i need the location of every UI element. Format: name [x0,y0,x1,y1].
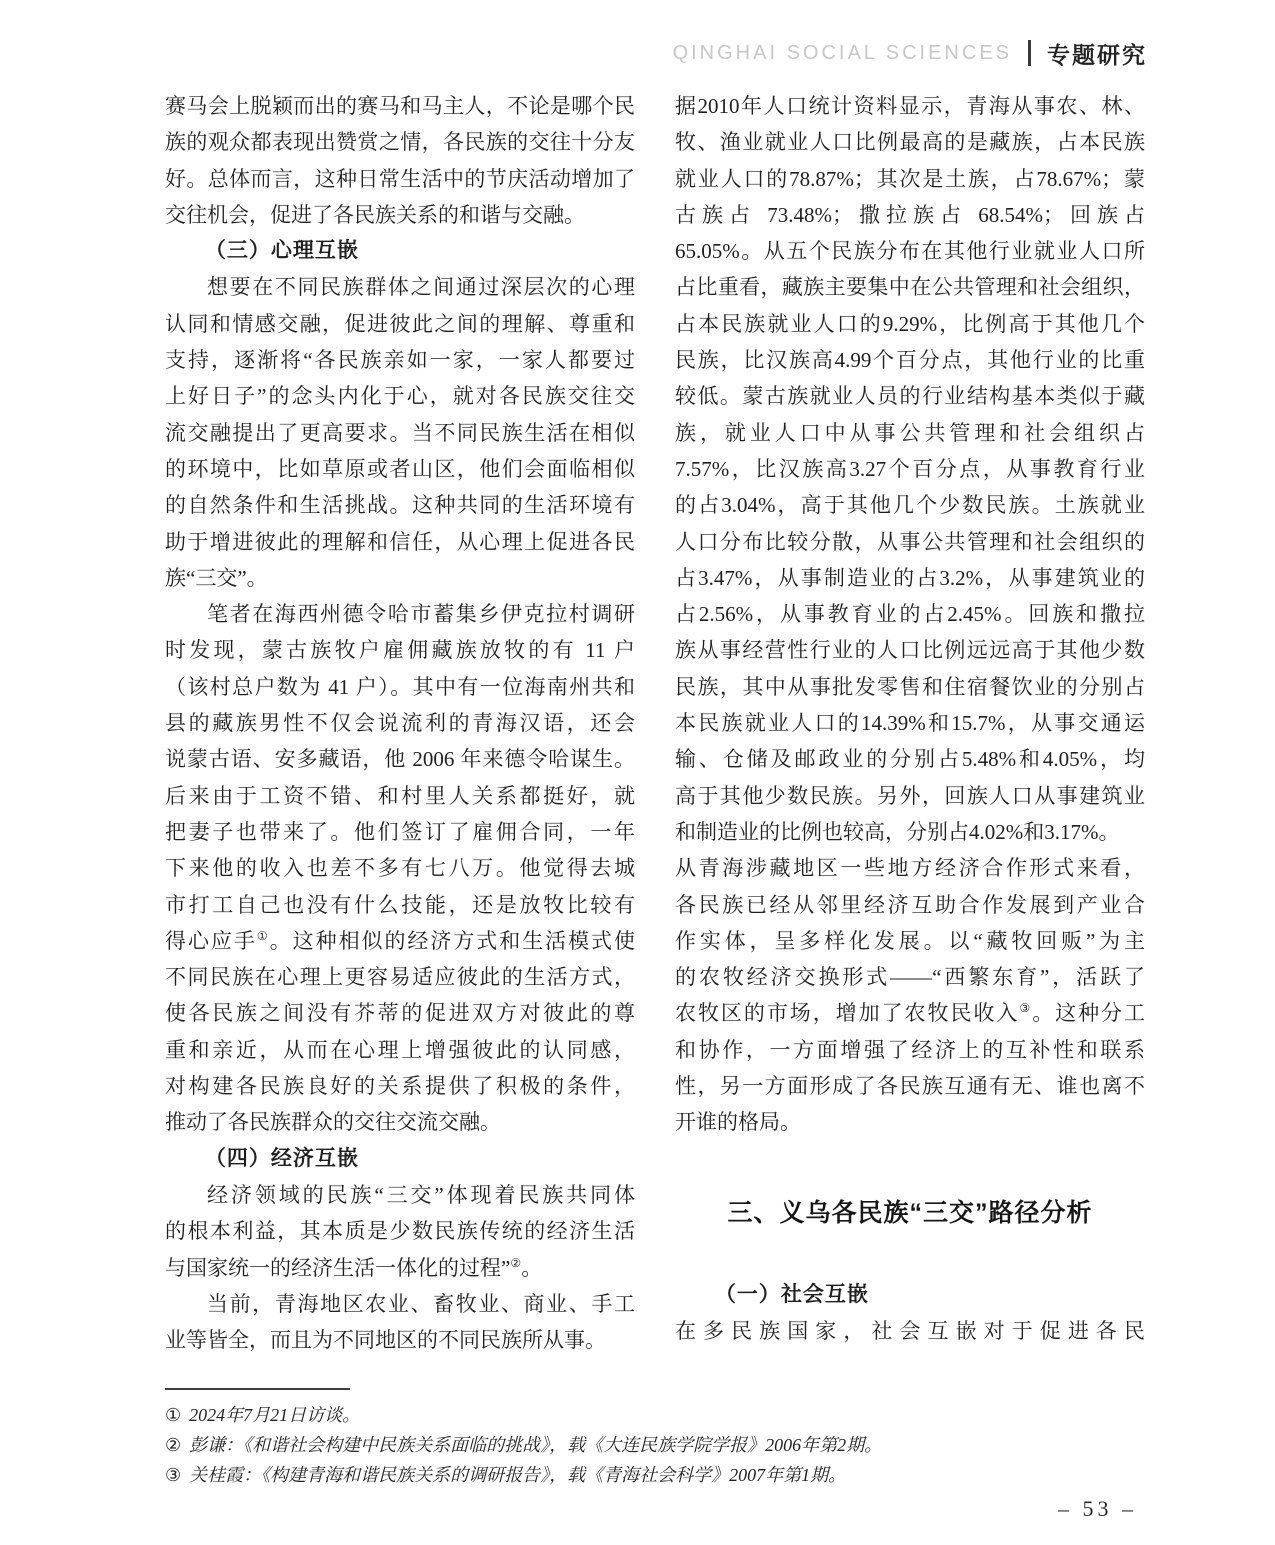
section-heading: 三、义乌各民族“三交”路径分析 [727,1198,1093,1227]
footnote-item: ③ 关桂霞：《构建青海和谐民族关系的调研报告》，载《青海社会科学》2007年第1期。 [165,1465,847,1485]
text-line: 本民族就业人口的14.39%和15.7%，从事交通运 [675,711,1145,736]
text-line: 与国家统一的经济生活一体化的过程”②。 [165,1255,543,1280]
footnote-reference: ① [256,928,270,943]
text-line: 各民族已经从邻里经济互助合作发展到产业合 [675,892,1145,917]
text-line: 交往机会，促进了各民族关系的和谐与交融。 [165,202,585,227]
text-line: 笔者在海西州德令哈市蓄集乡伊克拉村调研 [207,602,635,627]
footnote-marker: ② [165,1435,182,1455]
text-line: 市打工自己也没有什么技能，还是放牧比较有 [165,892,635,917]
header-divider-bar [1028,40,1031,66]
text-line: 人口分布比较分散，从事公共管理和社会组织的 [675,529,1145,554]
text-line: 的占3.04%，高于其他几个少数民族。土族就业 [675,493,1145,518]
text-line: 性，另一方面形成了各民族互通有无、谁也离不 [675,1074,1145,1099]
left-column [165,88,635,1358]
text-line: 支持，逐渐将“各民族亲如一家，一家人都要过 [165,348,635,373]
footnote-marker: ③ [165,1465,182,1485]
page-number: – 53 – [1058,1496,1137,1521]
article-body [165,88,1145,1358]
text-line: 7.57%，比汉族高3.27个百分点，从事教育行业 [675,456,1145,481]
footnote-item: ② 彭谦：《和谐社会构建中民族关系面临的挑战》，载《大连民族学院学报》2006年第2期。 [165,1435,883,1455]
text-line: 县的藏族男性不仅会说流利的青海汉语，还会 [165,711,635,736]
text-line: 65.05%。从五个民族分布在其他行业就业人口所 [675,239,1145,264]
footnote-item: ① 2024年7月21日访谈。 [165,1405,361,1425]
text-line: 据2010年人口统计资料显示，青海从事农、林、 [675,94,1145,118]
text-line: 后来由于工资不错、和村里人关系都挺好，就 [165,783,635,808]
subsection-heading: （四）经济互嵌 [204,1146,359,1170]
text-line: 占3.47%，从事制造业的占3.2%，从事建筑业的 [675,565,1145,590]
text-line: 说蒙古语、安多藏语，他 2006 年来德令哈谋生。 [165,747,635,772]
text-line: 在多民族国家，社会互嵌对于促进各民 [675,1318,1145,1343]
text-line: 输、仓储及邮政业的分别占5.48%和4.05%，均 [675,747,1145,772]
text-line: 古族占 73.48%；撒拉族占 68.54%；回族占 [675,202,1145,227]
text-line: 认同和情感交融，促进彼此之间的理解、尊重和 [165,311,635,336]
text-line: 占比重看，藏族主要集中在公共管理和社会组织， [675,275,1145,300]
text-line: 好。总体而言，这种日常生活中的节庆活动增加了 [165,166,635,191]
page-header [673,38,1147,68]
footnote-reference: ② [510,1255,522,1270]
subsection-heading: （一）社会互嵌 [714,1282,869,1306]
text-line: 对构建各民族良好的关系提供了积极的条件， [165,1074,635,1099]
subsection-heading: （三）心理互嵌 [204,239,359,263]
footnote-reference: ③ [1019,1001,1033,1016]
text-line: 牧、渔业就业人口比例最高的是藏族，占本民族 [675,130,1145,155]
text-line: 较低。蒙古族就业人员的行业结构基本类似于藏 [675,384,1145,409]
text-line: 赛马会上脱颖而出的赛马和马主人，不论是哪个民 [165,94,635,118]
text-line: 族“三交”。 [165,565,268,590]
journal-name-english: QINGHAI SOCIAL SCIENCES [672,41,1012,64]
text-line: （该村总户数为 41 户）。其中有一位海南州共和 [165,674,635,699]
text-line: 使各民族之间没有芥蒂的促进双方对彼此的尊 [165,1001,635,1026]
header-section-label: 专题研究 [1047,41,1147,68]
text-line: 推动了各民族群众的交往交流交融。 [165,1110,501,1135]
text-line: 族，就业人口中从事公共管理和社会组织占 [675,420,1145,445]
text-line: 和制造业的比例也较高，分别占4.02%和3.17%。 [675,819,1120,844]
text-line: 助于增进彼此的理解和信任，从心理上促进各民 [165,529,635,554]
text-line: 族从事经营性行业的人口比例远远高于其他少数 [675,638,1145,663]
text-line: 业等皆全，而且为不同地区的不同民族所从事。 [165,1328,606,1353]
text-line: 开谁的格局。 [675,1110,801,1135]
text-line: 把妻子也带来了。他们签订了雇佣合同，一年 [165,819,635,844]
text-line: 的根本利益，其本质是少数民族传统的经济生活 [165,1219,635,1244]
text-line: 占2.56%，从事教育业的占2.45%。回族和撒拉 [675,602,1145,627]
text-line: 重和亲近，从而在心理上增强彼此的认同感， [165,1037,635,1062]
text-line: 当前，青海地区农业、畜牧业、商业、手工 [207,1291,635,1316]
footnote-divider [165,1388,350,1390]
text-line: 不同民族在心理上更容易适应彼此的生活方式， [165,965,635,990]
text-line: 流交融提出了更高要求。当不同民族生活在相似 [165,420,635,445]
text-line: 民族，比汉族高4.99个百分点，其他行业的比重 [675,348,1145,373]
text-line: 的环境中，比如草原或者山区，他们会面临相似 [165,456,635,481]
text-line: 族的观众都表现出赞赏之情，各民族的交往十分友 [165,130,635,155]
text-line: 的农牧经济交换形式——“西繁东育”，活跃了 [675,965,1145,990]
text-line: 经济领域的民族“三交”体现着民族共同体 [207,1182,635,1207]
text-line: 得心应手①。这种相似的经济方式和生活模式使 [165,928,635,953]
footnotes-block [165,1400,1155,1490]
text-line: 占本民族就业人口的9.29%，比例高于其他几个 [675,311,1145,336]
text-line: 想要在不同民族群体之间通过深层次的心理 [207,275,635,300]
text-line: 从青海涉藏地区一些地方经济合作形式来看， [675,856,1145,881]
text-line: 农牧区的市场，增加了农牧民收入③。这种分工 [675,1001,1145,1026]
text-line: 下来他的收入也差不多有七八万。他觉得去城 [165,856,635,881]
text-line: 上好日子”的念头内化于心，就对各民族交往交 [165,384,635,409]
right-column [675,88,1145,1358]
text-line: 时发现，蒙古族牧户雇佣藏族放牧的有 11 户 [165,638,635,663]
text-line: 就业人口的78.87%；其次是土族，占78.67%；蒙 [675,166,1145,191]
text-line: 和协作，一方面增强了经济上的互补性和联系 [675,1037,1145,1062]
text-line: 的自然条件和生活挑战。这种共同的生活环境有 [165,493,635,518]
text-line: 高于其他少数民族。另外，回族人口从事建筑业 [675,783,1145,808]
text-line: 作实体，呈多样化发展。以“藏牧回贩”为主 [675,928,1145,953]
text-line: 民族，其中从事批发零售和住宿餐饮业的分别占 [675,674,1145,699]
footnote-marker: ① [165,1405,182,1425]
